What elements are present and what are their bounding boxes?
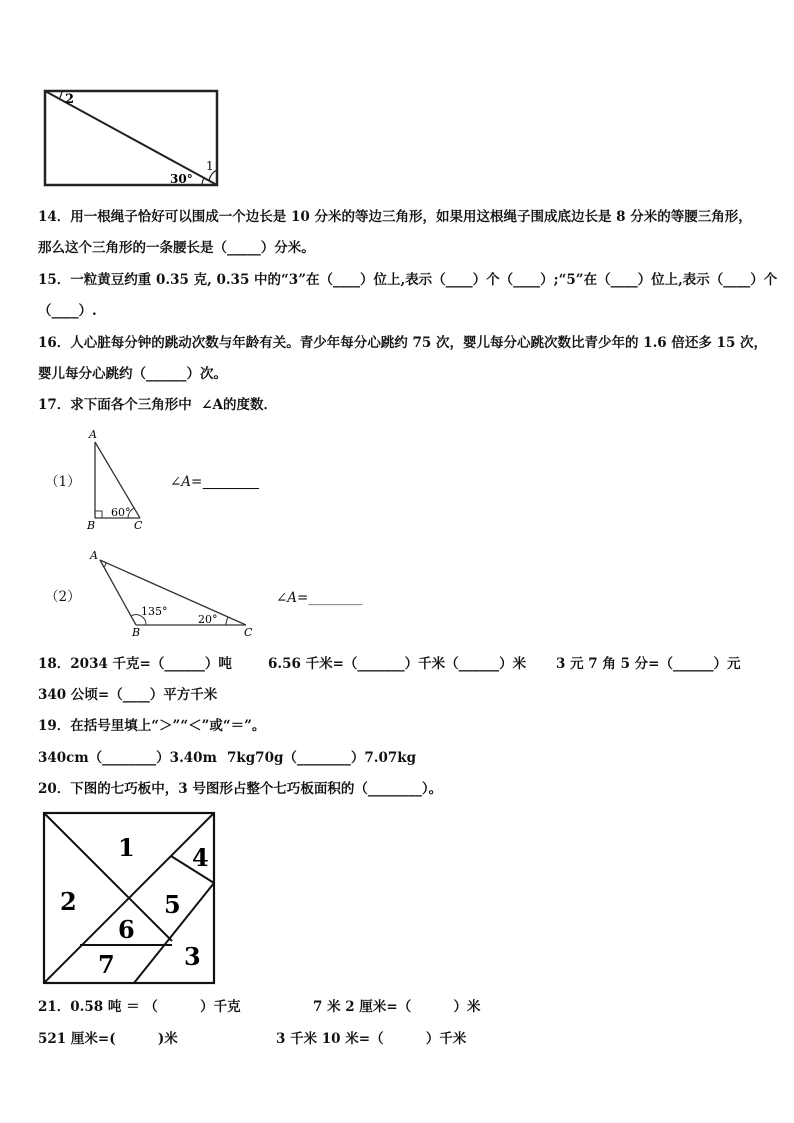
- q19-b: 7kg70g（________）7.07kg: [227, 750, 417, 766]
- angle-30-label: 30°: [170, 172, 193, 186]
- q21-a: 21．0.58 吨 ＝ （ ）千克: [38, 999, 241, 1015]
- vertex-c-label: C: [244, 626, 253, 638]
- angle-c-label: 20°: [198, 613, 218, 626]
- q17-part1-answer[interactable]: ∠A=________: [170, 474, 257, 490]
- angle-1-label: 1: [206, 159, 214, 173]
- q17-part1-blank-line: [203, 488, 259, 489]
- q15-line2: （____）.: [38, 303, 97, 319]
- obtuse-triangle-figure: [86, 546, 262, 638]
- q16-line1: 16．人心脏每分钟的跳动次数与年龄有关。青少年每分心跳约 75 次，婴儿每分心跳次数比青少年的 1.6 倍还多 15 次，: [38, 335, 768, 351]
- q19-title: 19．在括号里填上“＞”“＜”或“＝”。: [38, 718, 266, 734]
- piece-7-label: 7: [98, 950, 115, 979]
- piece-6-label: 6: [118, 915, 135, 944]
- q19-a: 340cm（________）3.40m: [38, 750, 217, 766]
- q18-c: 3 元 7 角 5 分=（______）元: [556, 656, 741, 672]
- q18-a: 18．2034 千克=（______）吨: [38, 656, 232, 672]
- tangram-figure: [42, 811, 216, 985]
- vertex-b-label: B: [87, 519, 96, 532]
- right-triangle-figure: [84, 426, 154, 534]
- piece-3-label: 3: [184, 942, 201, 971]
- angle-b-label: 135°: [141, 605, 168, 618]
- angle-c-label: 60°: [111, 506, 131, 519]
- piece-5-label: 5: [164, 890, 181, 919]
- q15-line1: 15．一粒黄豆约重 0.35 克, 0.35 中的“3”在（____）位上,表示（____）个（____）;“5”在（____）位上,表示（____）个: [38, 272, 778, 288]
- vertex-a-label: A: [89, 428, 97, 441]
- q14-line1: 14．用一根绳子恰好可以围成一个边长是 10 分米的等边三角形，如果用这根绳子围成底边长是 8 分米的等腰三角形，: [38, 209, 752, 225]
- rectangle-diagonal-figure: [38, 86, 224, 190]
- q18-d: 340 公顷=（____）平方千米: [38, 687, 218, 703]
- q16-line2: 婴儿每分心跳约（______）次。: [38, 366, 227, 382]
- vertex-c-label: C: [134, 519, 143, 532]
- q21-c: 521 厘米=( )米: [38, 1031, 178, 1047]
- q17-part2-label: （2）: [45, 589, 81, 605]
- q21-d: 3 千米 10 米=（ ）千米: [276, 1031, 467, 1047]
- piece-4-label: 4: [192, 843, 209, 872]
- vertex-b-label: B: [132, 626, 141, 638]
- q20-title: 20．下图的七巧板中，3 号图形占整个七巧板面积的（________）。: [38, 781, 443, 797]
- piece-1-label: 1: [118, 833, 135, 862]
- q18-b: 6.56 千米=（_______）千米（______）米: [268, 656, 527, 672]
- q14-line2: 那么这个三角形的一条腰长是（_____）分米。: [38, 240, 315, 256]
- q17-part2-answer[interactable]: ∠A=________: [276, 590, 363, 606]
- q21-b: 7 米 2 厘米=（ ）米: [313, 999, 481, 1015]
- q17-title: 17．求下面各个三角形中 ∠A的度数．: [38, 397, 277, 413]
- piece-2-label: 2: [60, 887, 77, 916]
- q17-part1-label: （1）: [45, 474, 81, 490]
- angle-2-label: 2: [65, 92, 75, 107]
- vertex-a-label: A: [90, 549, 98, 562]
